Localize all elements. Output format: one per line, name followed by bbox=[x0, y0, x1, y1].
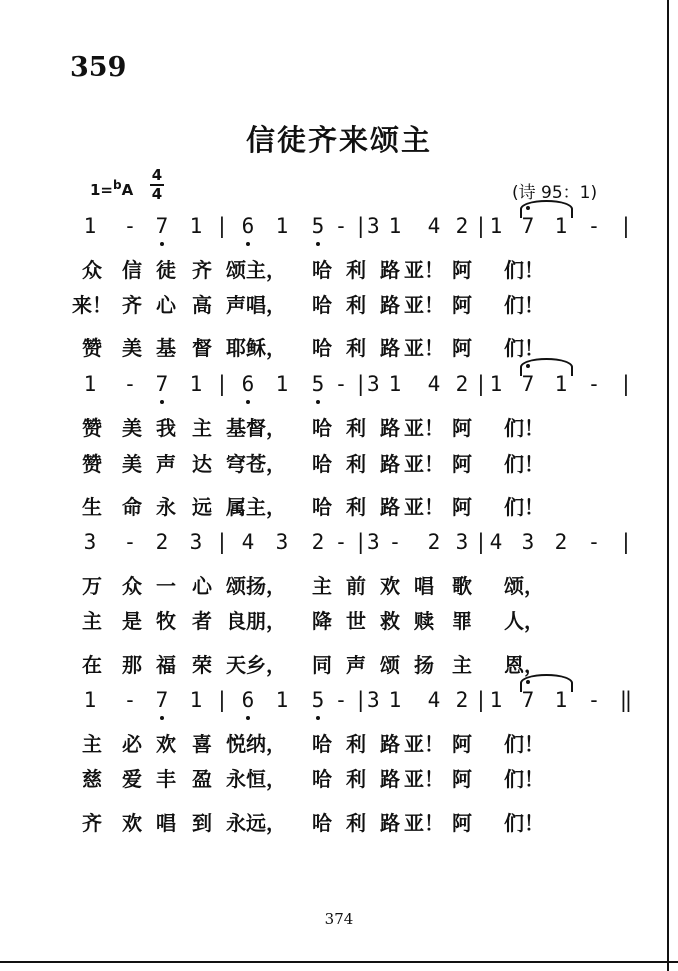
notation-symbol: | bbox=[474, 688, 488, 712]
lyric-syllable: 盈 bbox=[192, 767, 212, 791]
lyric-line bbox=[0, 571, 678, 601]
lyric-syllable: 主 bbox=[452, 653, 472, 677]
lyric-syllable: 唱， bbox=[246, 293, 286, 317]
lyric-syllable: 们！ bbox=[504, 336, 544, 360]
lyric-syllable: 路 bbox=[380, 258, 400, 282]
lyric-syllable: 亚！ bbox=[404, 258, 444, 282]
lyric-syllable: 们！ bbox=[504, 767, 544, 791]
notation-line bbox=[0, 686, 678, 726]
lyric-syllable: 哈 bbox=[312, 293, 332, 317]
lyric-syllable: 耶 bbox=[226, 336, 246, 360]
lyric-syllable: 唱 bbox=[156, 811, 176, 835]
notation-symbol: |3 bbox=[354, 214, 380, 238]
lyric-syllable: 阿 bbox=[452, 258, 472, 282]
lyric-syllable: 永 bbox=[156, 495, 176, 519]
lyric-syllable: 利 bbox=[346, 416, 366, 440]
lyric-syllable: 声 bbox=[156, 452, 176, 476]
notation-symbol: | bbox=[215, 372, 229, 396]
lyric-line bbox=[0, 492, 678, 522]
notation-symbol: 6 bbox=[241, 214, 255, 238]
notation-symbol: 5 bbox=[311, 372, 325, 396]
lyric-syllable: 荣 bbox=[192, 653, 212, 677]
notation-symbol: - bbox=[123, 214, 137, 238]
lyric-line bbox=[0, 764, 678, 794]
lyric-syllable: 扬 bbox=[414, 653, 434, 677]
notation-symbol: 6 bbox=[241, 372, 255, 396]
lyric-syllable: 苍， bbox=[246, 452, 286, 476]
lyric-syllable: 永 bbox=[226, 767, 246, 791]
notation-symbol: | bbox=[474, 372, 488, 396]
notation-symbol: - bbox=[587, 530, 601, 554]
lyric-syllable: 良 bbox=[226, 609, 246, 633]
notation-symbol: 4 bbox=[427, 214, 441, 238]
notation-symbol: | bbox=[619, 530, 633, 554]
lyric-syllable: 们！ bbox=[504, 258, 544, 282]
notation-symbol: 7 bbox=[155, 688, 169, 712]
key-accidental: b bbox=[113, 178, 122, 192]
lyric-line bbox=[0, 333, 678, 363]
time-signature-bottom: 4 bbox=[151, 185, 163, 203]
notation-line bbox=[0, 370, 678, 410]
notation-symbol: | bbox=[215, 530, 229, 554]
lyric-syllable: 生 bbox=[82, 495, 102, 519]
notation-symbol: - bbox=[123, 372, 137, 396]
lyric-syllable: 我 bbox=[156, 416, 176, 440]
lyric-syllable: 亚！ bbox=[404, 416, 444, 440]
notation-symbol: 2 bbox=[311, 530, 325, 554]
lyric-syllable: 主 bbox=[312, 574, 332, 598]
lyric-syllable: 者 bbox=[192, 609, 212, 633]
notation-symbol: - bbox=[123, 530, 137, 554]
lyric-syllable: 美 bbox=[122, 336, 142, 360]
notation-symbol: 7 bbox=[155, 372, 169, 396]
notation-symbol: 7 bbox=[521, 214, 535, 238]
notation-symbol: - bbox=[587, 688, 601, 712]
lyric-syllable: 路 bbox=[380, 336, 400, 360]
lyric-syllable: 主， bbox=[246, 495, 286, 519]
notation-symbol: ‖ bbox=[619, 688, 633, 712]
lyric-line bbox=[0, 413, 678, 443]
lyric-syllable: 利 bbox=[346, 452, 366, 476]
lyric-syllable: 亚！ bbox=[404, 732, 444, 756]
lyric-syllable: 路 bbox=[380, 416, 400, 440]
octave-dot-below bbox=[316, 400, 320, 404]
page-edge-bottom bbox=[0, 961, 678, 963]
lyric-syllable: 哈 bbox=[312, 811, 332, 835]
lyric-syllable: 亚！ bbox=[404, 336, 444, 360]
lyric-syllable: 远， bbox=[246, 811, 286, 835]
lyric-line bbox=[0, 729, 678, 759]
notation-symbol: 2 bbox=[455, 372, 469, 396]
lyric-line bbox=[0, 808, 678, 838]
lyric-syllable: 哈 bbox=[312, 495, 332, 519]
notation-symbol: 1 bbox=[554, 688, 568, 712]
page-number: 374 bbox=[324, 910, 354, 928]
notation-symbol: 4 bbox=[489, 530, 503, 554]
octave-dot-below bbox=[160, 716, 164, 720]
lyric-syllable: 们！ bbox=[504, 732, 544, 756]
lyric-syllable: 命 bbox=[122, 495, 142, 519]
notation-symbol: 7 bbox=[155, 214, 169, 238]
lyric-syllable: 声 bbox=[226, 293, 246, 317]
notation-symbol: - bbox=[123, 688, 137, 712]
lyric-syllable: 路 bbox=[380, 293, 400, 317]
notation-symbol: | bbox=[619, 372, 633, 396]
lyric-syllable: 悦 bbox=[226, 732, 246, 756]
notation-line bbox=[0, 528, 678, 568]
notation-symbol: 1 bbox=[83, 214, 97, 238]
notation-symbol: 5 bbox=[311, 214, 325, 238]
lyric-syllable: 颂 bbox=[226, 574, 246, 598]
notation-symbol: 7 bbox=[521, 688, 535, 712]
lyric-syllable: 降 bbox=[312, 609, 332, 633]
lyric-line bbox=[0, 650, 678, 680]
lyric-syllable: 恒， bbox=[246, 767, 286, 791]
lyric-syllable: 阿 bbox=[452, 452, 472, 476]
lyric-syllable: 督， bbox=[246, 416, 286, 440]
notation-symbol: - bbox=[334, 530, 348, 554]
lyric-syllable: 赞 bbox=[82, 452, 102, 476]
lyric-syllable: 喜 bbox=[192, 732, 212, 756]
lyric-syllable: 扬， bbox=[246, 574, 286, 598]
lyric-syllable: 心 bbox=[156, 293, 176, 317]
notation-symbol: |3 bbox=[354, 530, 380, 554]
notation-symbol: 6 bbox=[241, 688, 255, 712]
hymn-number: 359 bbox=[70, 52, 127, 83]
lyric-syllable: 哈 bbox=[312, 336, 332, 360]
lyric-line bbox=[0, 449, 678, 479]
lyric-syllable: 们！ bbox=[504, 811, 544, 835]
notation-symbol: | bbox=[619, 214, 633, 238]
lyric-syllable: 路 bbox=[380, 767, 400, 791]
notation-symbol: 3 bbox=[455, 530, 469, 554]
lyric-syllable: 齐 bbox=[122, 293, 142, 317]
lyric-syllable: 属 bbox=[226, 495, 246, 519]
notation-symbol: 7 bbox=[521, 372, 535, 396]
notation-symbol: 2 bbox=[427, 530, 441, 554]
lyric-line bbox=[0, 255, 678, 285]
lyric-syllable: 阿 bbox=[452, 293, 472, 317]
lyric-syllable: 美 bbox=[122, 416, 142, 440]
lyric-syllable: 世 bbox=[346, 609, 366, 633]
lyric-syllable: 慈 bbox=[82, 767, 102, 791]
lyric-syllable: 美 bbox=[122, 452, 142, 476]
notation-symbol: 1 bbox=[489, 372, 503, 396]
notation-symbol: - bbox=[334, 372, 348, 396]
lyric-syllable: 救 bbox=[380, 609, 400, 633]
lyric-syllable: 亚！ bbox=[404, 767, 444, 791]
notation-symbol: 1 bbox=[554, 372, 568, 396]
lyric-line bbox=[0, 606, 678, 636]
notation-symbol: - bbox=[587, 214, 601, 238]
lyric-syllable: 利 bbox=[346, 495, 366, 519]
notation-symbol: 1 bbox=[275, 214, 289, 238]
lyric-syllable: 信 bbox=[122, 258, 142, 282]
lyric-syllable: 利 bbox=[346, 732, 366, 756]
lyric-syllable: 永 bbox=[226, 811, 246, 835]
lyric-syllable: 欢 bbox=[380, 574, 400, 598]
notation-symbol: 1 bbox=[189, 214, 203, 238]
notation-symbol: 3 bbox=[521, 530, 535, 554]
notation-symbol: 1 bbox=[275, 688, 289, 712]
lyric-syllable: 主 bbox=[82, 732, 102, 756]
octave-dot-below bbox=[160, 242, 164, 246]
lyric-syllable: 阿 bbox=[452, 416, 472, 440]
octave-dot-below bbox=[316, 242, 320, 246]
lyric-syllable: 颂 bbox=[380, 653, 400, 677]
notation-symbol: |3 bbox=[354, 372, 380, 396]
notation-symbol: 3 bbox=[189, 530, 203, 554]
lyric-syllable: 到 bbox=[192, 811, 212, 835]
octave-dot-below bbox=[160, 400, 164, 404]
key-prefix: 1= bbox=[90, 181, 114, 199]
lyric-syllable: 基 bbox=[156, 336, 176, 360]
lyric-syllable: 路 bbox=[380, 811, 400, 835]
key-note: A bbox=[121, 181, 134, 199]
lyric-syllable: 那 bbox=[122, 653, 142, 677]
octave-dot-below bbox=[316, 716, 320, 720]
octave-dot-below bbox=[246, 242, 250, 246]
notation-symbol: |3 bbox=[354, 688, 380, 712]
lyric-syllable: 利 bbox=[346, 767, 366, 791]
notation-symbol: - bbox=[388, 530, 402, 554]
lyric-syllable: 们！ bbox=[504, 495, 544, 519]
lyric-syllable: 齐 bbox=[82, 811, 102, 835]
lyric-syllable: 主 bbox=[82, 609, 102, 633]
lyric-line bbox=[0, 290, 678, 320]
lyric-syllable: 们！ bbox=[504, 452, 544, 476]
lyric-syllable: 阿 bbox=[452, 732, 472, 756]
notation-symbol: - bbox=[587, 372, 601, 396]
hymn-title: 信徒齐来颂主 bbox=[245, 123, 432, 157]
lyric-syllable: 们！ bbox=[504, 293, 544, 317]
notation-symbol: 1 bbox=[83, 688, 97, 712]
notation-symbol: 1 bbox=[189, 688, 203, 712]
lyric-syllable: 阿 bbox=[452, 767, 472, 791]
notation-symbol: 1 bbox=[189, 372, 203, 396]
lyric-syllable: 在 bbox=[82, 653, 102, 677]
lyric-syllable: 声 bbox=[346, 653, 366, 677]
time-signature bbox=[150, 168, 164, 202]
notation-symbol: 4 bbox=[427, 688, 441, 712]
key-signature bbox=[90, 178, 133, 199]
lyric-syllable: 亚！ bbox=[404, 495, 444, 519]
lyric-syllable: 乡， bbox=[246, 653, 286, 677]
lyric-syllable: 罪 bbox=[452, 609, 472, 633]
lyric-syllable: 恩， bbox=[504, 653, 544, 677]
lyric-syllable: 远 bbox=[192, 495, 212, 519]
lyric-syllable: 路 bbox=[380, 732, 400, 756]
lyric-syllable: 赞 bbox=[82, 336, 102, 360]
lyric-syllable: 同 bbox=[312, 653, 332, 677]
notation-symbol: | bbox=[474, 214, 488, 238]
lyric-syllable: 稣， bbox=[246, 336, 286, 360]
lyric-syllable: 来！ bbox=[72, 293, 112, 317]
slur-mark bbox=[520, 674, 573, 692]
lyric-syllable: 哈 bbox=[312, 732, 332, 756]
lyric-syllable: 主， bbox=[246, 258, 286, 282]
lyric-syllable: 人， bbox=[504, 609, 544, 633]
lyric-syllable: 阿 bbox=[452, 811, 472, 835]
notation-symbol: 4 bbox=[241, 530, 255, 554]
lyric-syllable: 歌 bbox=[452, 574, 472, 598]
lyric-syllable: 赎 bbox=[414, 609, 434, 633]
notation-symbol: 1 bbox=[388, 372, 402, 396]
notation-symbol: 1 bbox=[388, 688, 402, 712]
notation-symbol: 5 bbox=[311, 688, 325, 712]
notation-symbol: | bbox=[474, 530, 488, 554]
lyric-syllable: 欢 bbox=[156, 732, 176, 756]
time-signature-top: 4 bbox=[151, 166, 163, 184]
lyric-syllable: 一 bbox=[156, 574, 176, 598]
notation-symbol: 1 bbox=[489, 214, 503, 238]
lyric-syllable: 万 bbox=[82, 574, 102, 598]
notation-symbol: - bbox=[334, 688, 348, 712]
lyric-syllable: 路 bbox=[380, 452, 400, 476]
octave-dot-below bbox=[246, 400, 250, 404]
lyric-syllable: 心 bbox=[192, 574, 212, 598]
notation-symbol: 1 bbox=[275, 372, 289, 396]
lyric-syllable: 是 bbox=[122, 609, 142, 633]
lyric-syllable: 唱 bbox=[414, 574, 434, 598]
lyric-syllable: 哈 bbox=[312, 767, 332, 791]
notation-symbol: | bbox=[215, 688, 229, 712]
lyric-syllable: 哈 bbox=[312, 258, 332, 282]
notation-symbol: 2 bbox=[155, 530, 169, 554]
lyric-syllable: 阿 bbox=[452, 336, 472, 360]
notation-symbol: 4 bbox=[427, 372, 441, 396]
notation-symbol: 3 bbox=[275, 530, 289, 554]
lyric-syllable: 利 bbox=[346, 336, 366, 360]
lyric-syllable: 赞 bbox=[82, 416, 102, 440]
lyric-syllable: 朋， bbox=[246, 609, 286, 633]
lyric-syllable: 纳， bbox=[246, 732, 286, 756]
notation-symbol: | bbox=[215, 214, 229, 238]
lyric-syllable: 主 bbox=[192, 416, 212, 440]
lyric-syllable: 颂 bbox=[226, 258, 246, 282]
lyric-syllable: 阿 bbox=[452, 495, 472, 519]
lyric-syllable: 哈 bbox=[312, 452, 332, 476]
lyric-syllable: 前 bbox=[346, 574, 366, 598]
lyric-syllable: 颂， bbox=[504, 574, 544, 598]
lyric-syllable: 齐 bbox=[192, 258, 212, 282]
lyric-syllable: 利 bbox=[346, 811, 366, 835]
notation-symbol: 1 bbox=[554, 214, 568, 238]
lyric-syllable: 路 bbox=[380, 495, 400, 519]
lyric-syllable: 达 bbox=[192, 452, 212, 476]
notation-symbol: 2 bbox=[554, 530, 568, 554]
notation-symbol: 1 bbox=[388, 214, 402, 238]
lyric-syllable: 督 bbox=[192, 336, 212, 360]
lyric-syllable: 亚！ bbox=[404, 293, 444, 317]
scripture-reference: (诗 95：1) bbox=[512, 183, 598, 203]
notation-symbol: - bbox=[334, 214, 348, 238]
notation-symbol: 2 bbox=[455, 688, 469, 712]
notation-symbol: 1 bbox=[83, 372, 97, 396]
lyric-syllable: 利 bbox=[346, 293, 366, 317]
lyric-syllable: 穹 bbox=[226, 452, 246, 476]
lyric-syllable: 欢 bbox=[122, 811, 142, 835]
notation-line bbox=[0, 212, 678, 252]
notation-symbol: 3 bbox=[83, 530, 97, 554]
lyric-syllable: 爱 bbox=[122, 767, 142, 791]
notation-symbol: 1 bbox=[489, 688, 503, 712]
slur-mark bbox=[520, 358, 573, 376]
lyric-syllable: 丰 bbox=[156, 767, 176, 791]
notation-symbol: 2 bbox=[455, 214, 469, 238]
lyric-syllable: 哈 bbox=[312, 416, 332, 440]
octave-dot-below bbox=[246, 716, 250, 720]
lyric-syllable: 众 bbox=[122, 574, 142, 598]
lyric-syllable: 们！ bbox=[504, 416, 544, 440]
lyric-syllable: 徒 bbox=[156, 258, 176, 282]
lyric-syllable: 福 bbox=[156, 653, 176, 677]
lyric-syllable: 亚！ bbox=[404, 452, 444, 476]
lyric-syllable: 天 bbox=[226, 653, 246, 677]
lyric-syllable: 基 bbox=[226, 416, 246, 440]
lyric-syllable: 利 bbox=[346, 258, 366, 282]
lyric-syllable: 高 bbox=[192, 293, 212, 317]
lyric-syllable: 众 bbox=[82, 258, 102, 282]
lyric-syllable: 必 bbox=[122, 732, 142, 756]
lyric-syllable: 亚！ bbox=[404, 811, 444, 835]
lyric-syllable: 牧 bbox=[156, 609, 176, 633]
slur-mark bbox=[520, 200, 573, 218]
